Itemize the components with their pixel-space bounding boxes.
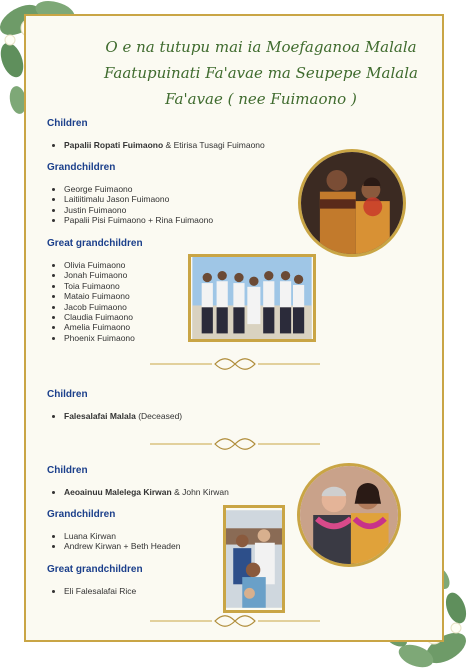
ornamental-divider-3 [150, 614, 320, 628]
section1-grandchildren-heading: Grandchildren [47, 162, 116, 173]
section3-grandchildren-heading: Grandchildren [47, 509, 116, 520]
list-item: • Eli Falesalafai Rice [64, 586, 136, 596]
section1-grandchildren-list [46, 184, 213, 226]
family-photo-2 [223, 505, 285, 613]
list-item: • Olivia Fuimaono [64, 260, 135, 270]
list-item: • Papalii Pisi Fuimaono + Rina Fuimaono [64, 215, 213, 225]
list-item: • Amelia Fuimaono [64, 322, 135, 332]
list-item: • Aeoainuu Malelega Kirwan & John Kirwan [64, 487, 229, 497]
section1-great-list [46, 260, 135, 343]
title-line-2: Faatupuinati Fa'avae ma Seupepe Malala [104, 64, 418, 82]
section1-great-heading: Great grandchildren [47, 238, 143, 249]
list-item: • Phoenix Fuimaono [64, 333, 135, 343]
list-item: • Andrew Kirwan + Beth Headen [64, 541, 180, 551]
section3-children-list [46, 487, 229, 497]
couple-photo-1 [298, 149, 406, 257]
section2-children-heading: Children [47, 389, 88, 400]
family-group-photo [188, 254, 316, 342]
section1-children-heading: Children [47, 118, 88, 129]
list-item: • Mataio Fuimaono [64, 291, 135, 301]
list-item: • Papalii Ropati Fuimaono & Etirisa Tusagi Fuimaono [64, 140, 265, 150]
section2-children-list [46, 411, 182, 421]
section3-grandchildren-list [46, 531, 180, 552]
list-item: • Jacob Fuimaono [64, 302, 135, 312]
section3-great-heading: Great grandchildren [47, 564, 143, 575]
title-line-3: Fa'avae ( nee Fuimaono ) [165, 90, 357, 108]
ornamental-divider-2 [150, 437, 320, 451]
section3-children-heading: Children [47, 465, 88, 476]
list-item: • Claudia Fuimaono [64, 312, 135, 322]
couple-photo-2 [297, 463, 401, 567]
list-item: • Laitiitimalu Jason Fuimaono [64, 194, 213, 204]
section1-children-list [46, 140, 265, 150]
list-item: • Jonah Fuimaono [64, 270, 135, 280]
page-title [96, 34, 426, 112]
list-item: • Luana Kirwan [64, 531, 180, 541]
ornamental-divider-1 [150, 357, 320, 371]
title-line-1: O e na tutupu mai ia Moefaganoa Malala [105, 38, 417, 56]
list-item: • Justin Fuimaono [64, 205, 213, 215]
list-item: • Falesalafai Malala (Deceased) [64, 411, 182, 421]
list-item: • George Fuimaono [64, 184, 213, 194]
section3-great-list [46, 586, 136, 596]
list-item: • Toia Fuimaono [64, 281, 135, 291]
